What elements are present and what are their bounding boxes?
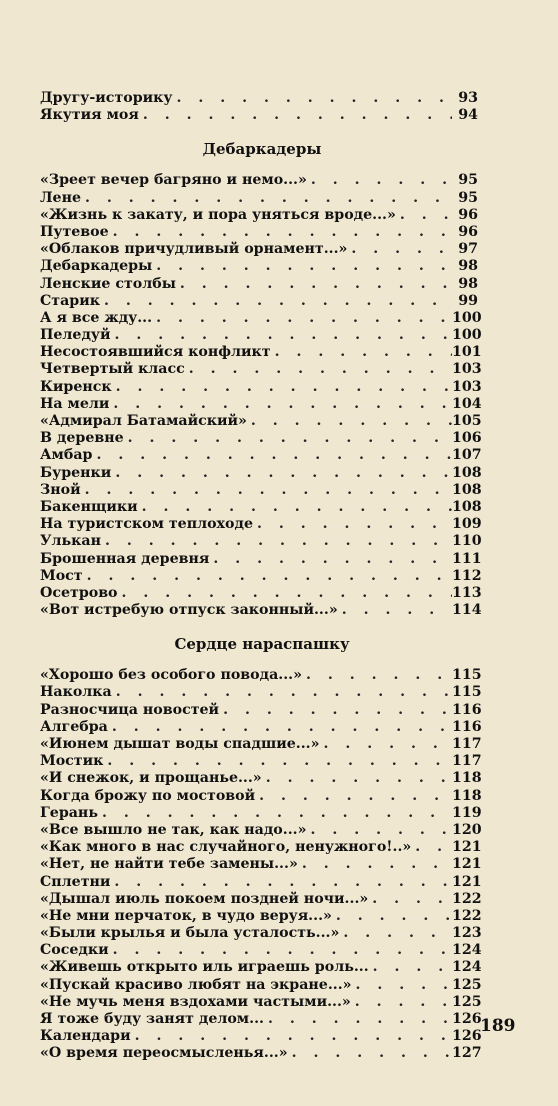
toc-entry xyxy=(40,276,478,293)
toc-entry xyxy=(40,942,482,959)
toc-entry xyxy=(40,447,482,464)
entry-title: Якутия моя xyxy=(40,107,139,124)
entry-title: Четвертый класс xyxy=(40,361,185,378)
entry-page-number: 110 xyxy=(452,533,482,550)
entry-page-number: 118 xyxy=(452,770,482,787)
entry-title: «Хорошо без особого повода...» xyxy=(40,667,302,684)
dot-leader xyxy=(223,702,452,719)
dot-leader xyxy=(156,310,452,327)
toc-entry xyxy=(40,1045,482,1062)
entry-title: «Облаков причудливый орнамент...» xyxy=(40,241,348,258)
entry-page-number: 124 xyxy=(452,959,482,976)
entry-page-number: 99 xyxy=(458,292,478,309)
toc-entry xyxy=(40,753,482,770)
entry-page-number: 120 xyxy=(452,821,482,838)
toc-entry xyxy=(40,584,482,602)
toc-entry xyxy=(40,804,482,822)
dot-leader xyxy=(142,499,452,516)
dot-leader xyxy=(251,413,452,430)
entry-page-number: 101 xyxy=(452,344,482,361)
page-number: 189 xyxy=(480,1016,516,1036)
toc-entry xyxy=(40,533,482,550)
entry-title: Сплетни xyxy=(40,873,111,890)
entry-title: Бакенщики xyxy=(40,498,138,515)
dot-leader xyxy=(113,942,452,959)
dot-leader xyxy=(323,736,452,753)
dot-leader xyxy=(115,327,452,344)
entry-page-number: 124 xyxy=(452,942,482,959)
dot-leader xyxy=(343,925,452,942)
entry-page-number: 98 xyxy=(458,258,478,275)
entry-title: «Как много в нас случайного, ненужного!..» xyxy=(40,839,412,856)
toc-entry xyxy=(40,430,482,447)
entry-title: «О время переосмысленья...» xyxy=(40,1045,288,1062)
entry-page-number: 114 xyxy=(452,602,482,619)
entry-title: «Нет, не найти тебе замены...» xyxy=(40,856,298,873)
dot-leader xyxy=(180,276,452,293)
dot-leader xyxy=(102,805,452,822)
entry-title: «Были крылья и была усталость...» xyxy=(40,925,340,942)
entry-page-number: 104 xyxy=(452,395,482,412)
entry-page-number: 121 xyxy=(452,856,482,873)
toc-entry xyxy=(40,172,478,189)
toc-entry xyxy=(40,224,478,241)
entry-title: Старик xyxy=(40,292,100,309)
toc-entry xyxy=(40,667,482,684)
dot-leader xyxy=(122,585,452,602)
dot-leader xyxy=(156,258,452,275)
entry-page-number: 117 xyxy=(452,753,482,770)
entry-page-number: 126 xyxy=(452,1011,482,1027)
toc-entry xyxy=(40,207,478,224)
toc-entry xyxy=(40,856,482,873)
dot-leader xyxy=(104,293,452,310)
entry-page-number: 121 xyxy=(452,839,482,856)
toc-entry xyxy=(40,498,482,516)
toc-entry xyxy=(40,567,482,585)
toc-section-serdtse-naraspashku xyxy=(40,634,482,1062)
dot-leader xyxy=(259,788,452,805)
toc-entry xyxy=(40,873,482,891)
dot-leader xyxy=(342,602,452,619)
dot-leader xyxy=(112,719,452,736)
dot-leader xyxy=(143,107,452,124)
dot-leader xyxy=(415,839,452,856)
toc-entry xyxy=(40,464,482,482)
toc-entry xyxy=(40,327,482,344)
entry-title: Осетрово xyxy=(40,584,118,601)
entry-page-number: 116 xyxy=(452,718,482,735)
entry-page-number: 127 xyxy=(452,1045,482,1062)
entry-title: Буренки xyxy=(40,464,112,481)
entry-title: «И снежок, и прощанье...» xyxy=(40,770,262,787)
entry-page-number: 105 xyxy=(452,413,482,429)
toc-entry xyxy=(40,701,482,719)
entry-title: «Дышал июль покоем поздней ночи...» xyxy=(40,890,369,907)
entry-title: «Пускай красиво любят на экране...» xyxy=(40,976,352,993)
entry-title: Лене xyxy=(40,189,81,206)
entry-page-number: 123 xyxy=(452,925,482,942)
toc-entry xyxy=(40,190,478,207)
dot-leader xyxy=(351,241,452,258)
entry-page-number: 97 xyxy=(458,241,478,258)
toc-entry xyxy=(40,907,482,925)
dot-leader xyxy=(257,516,452,533)
entry-page-number: 96 xyxy=(458,206,478,223)
dot-leader xyxy=(306,667,452,684)
dot-leader xyxy=(85,482,452,499)
toc-entry xyxy=(40,736,482,753)
dot-leader xyxy=(266,770,452,787)
entry-title: «Зреет вечер багряно и немо...» xyxy=(40,172,307,189)
dot-leader xyxy=(292,1045,452,1062)
entry-title: Киренск xyxy=(40,378,112,395)
entry-page-number: 109 xyxy=(452,516,482,533)
entry-title: Зной xyxy=(40,481,81,498)
dot-leader xyxy=(310,822,452,839)
entry-title: Наколка xyxy=(40,684,112,701)
toc-entry xyxy=(40,976,482,994)
toc-entry xyxy=(40,344,482,361)
entry-title: Герань xyxy=(40,804,98,821)
entry-title: Улькан xyxy=(40,533,101,550)
dot-leader xyxy=(115,465,452,482)
entry-title: Путевое xyxy=(40,223,109,240)
dot-leader xyxy=(116,379,452,396)
entry-page-number: 96 xyxy=(458,223,478,240)
entry-title: Календари xyxy=(40,1028,131,1045)
dot-leader xyxy=(373,959,452,976)
dot-leader xyxy=(302,856,452,873)
toc-entry xyxy=(40,481,482,499)
dot-leader xyxy=(336,908,452,925)
toc-entry xyxy=(40,258,478,275)
entry-page-number: 95 xyxy=(458,189,478,206)
toc-entry xyxy=(40,890,482,908)
dot-leader xyxy=(85,190,452,207)
entry-title: Когда брожу по мостовой xyxy=(40,787,256,804)
entry-page-number: 100 xyxy=(452,327,482,344)
entry-title: «Адмирал Батамайский» xyxy=(40,413,247,429)
dot-leader xyxy=(268,1011,452,1028)
toc-entry xyxy=(40,602,482,619)
toc-entry xyxy=(40,413,482,430)
entry-page-number: 94 xyxy=(458,107,478,124)
dot-leader xyxy=(135,1028,452,1045)
dot-leader xyxy=(113,396,452,413)
entry-page-number: 111 xyxy=(452,550,482,567)
entry-title: «Не мучь меня вздохами частыми...» xyxy=(40,993,351,1010)
entry-title: «Не мни перчаток, в чудо веруя...» xyxy=(40,907,332,924)
dot-leader xyxy=(213,551,452,568)
toc-entry xyxy=(40,361,482,378)
toc-section-debarkadery xyxy=(40,139,482,619)
entry-page-number: 125 xyxy=(452,993,482,1010)
entry-page-number: 118 xyxy=(452,787,482,804)
entry-page-number: 113 xyxy=(452,584,482,601)
toc-entry xyxy=(40,90,478,107)
entry-title: Другу-историку xyxy=(40,90,173,106)
dot-leader xyxy=(275,344,452,361)
dot-leader xyxy=(128,430,452,447)
entry-title: Мостик xyxy=(40,753,104,770)
entry-page-number: 100 xyxy=(452,309,482,326)
entry-page-number: 108 xyxy=(452,498,482,515)
entry-page-number: 115 xyxy=(452,667,482,684)
toc-entry xyxy=(40,993,482,1011)
toc-list-intro xyxy=(40,90,478,124)
entry-page-number: 119 xyxy=(452,804,482,821)
entry-page-number: 112 xyxy=(452,567,482,584)
dot-leader xyxy=(176,90,452,107)
entry-title: «Все вышло не так, как надо...» xyxy=(40,821,307,838)
entry-title: На мели xyxy=(40,395,110,412)
entry-page-number: 103 xyxy=(452,361,482,378)
dot-leader xyxy=(113,224,452,241)
toc-entry xyxy=(40,309,482,327)
entry-title: Мост xyxy=(40,567,83,584)
dot-leader xyxy=(96,447,452,464)
dot-leader xyxy=(114,874,452,891)
entry-title: Несостоявшийся конфликт xyxy=(40,344,271,361)
toc-list-serdtse-naraspashku xyxy=(40,667,482,1062)
entry-page-number: 122 xyxy=(452,890,482,907)
entry-page-number: 122 xyxy=(452,907,482,924)
entry-page-number: 117 xyxy=(452,736,482,752)
dot-leader xyxy=(356,977,452,994)
dot-leader xyxy=(311,172,452,189)
entry-page-number: 125 xyxy=(452,976,482,993)
toc-entry xyxy=(40,378,482,396)
toc-entry xyxy=(40,839,482,856)
entry-title: Пеледуй xyxy=(40,327,111,344)
entry-title: На туристском теплоходе xyxy=(40,516,253,533)
entry-page-number: 103 xyxy=(452,378,482,395)
entry-title: В деревне xyxy=(40,430,124,447)
entry-title: «Жизнь к закату, и пора уняться вроде...» xyxy=(40,206,396,223)
toc-entry xyxy=(40,925,482,942)
entry-title: Алгебра xyxy=(40,718,108,735)
toc-entry xyxy=(40,1011,482,1028)
entry-page-number: 115 xyxy=(452,684,482,701)
toc-entry xyxy=(40,770,482,787)
dot-leader xyxy=(355,994,452,1011)
toc-entry xyxy=(40,293,478,310)
entry-title: А я все жду... xyxy=(40,309,153,326)
toc-entry xyxy=(40,959,482,976)
entry-page-number: 126 xyxy=(452,1028,482,1045)
toc-entry xyxy=(40,516,482,533)
entry-title: Брошенная деревня xyxy=(40,550,210,567)
entry-title: Ленские столбы xyxy=(40,275,176,292)
entry-title: Дебаркадеры xyxy=(40,258,153,275)
toc-entry xyxy=(40,684,482,701)
toc-entry xyxy=(40,1028,482,1045)
entry-page-number: 107 xyxy=(452,447,482,464)
entry-page-number: 98 xyxy=(458,275,478,292)
entry-page-number: 108 xyxy=(452,464,482,481)
dot-leader xyxy=(372,891,452,908)
entry-page-number: 108 xyxy=(452,481,482,498)
entry-title: «Июнем дышат воды спадшие...» xyxy=(40,736,320,752)
dot-leader xyxy=(189,361,452,378)
entry-title: Соседки xyxy=(40,942,109,959)
toc-entry xyxy=(40,395,482,413)
dot-leader xyxy=(116,684,452,701)
toc-entry xyxy=(40,718,482,736)
dot-leader xyxy=(105,533,452,550)
toc-list-debarkadery xyxy=(40,172,482,619)
toc-entry xyxy=(40,241,478,258)
table-of-contents xyxy=(40,90,482,1063)
section-heading: Сердце нараспашку xyxy=(174,635,350,654)
toc-entry xyxy=(40,550,482,568)
toc-entry xyxy=(40,787,482,805)
entry-title: Амбар xyxy=(40,447,93,464)
entry-title: «Живешь открыто иль играешь роль... xyxy=(40,959,369,976)
entry-title: Я тоже буду занят делом... xyxy=(40,1011,264,1027)
section-heading: Дебаркадеры xyxy=(202,140,322,159)
dot-leader xyxy=(107,753,452,770)
toc-entry xyxy=(40,821,482,839)
entry-page-number: 121 xyxy=(452,873,482,890)
dot-leader xyxy=(400,207,452,224)
entry-page-number: 106 xyxy=(452,430,482,447)
toc-entry xyxy=(40,107,478,124)
dot-leader xyxy=(87,568,452,585)
entry-page-number: 95 xyxy=(458,172,478,189)
entry-page-number: 116 xyxy=(452,701,482,718)
entry-page-number: 93 xyxy=(458,90,478,106)
entry-title: Разносчица новостей xyxy=(40,701,220,718)
entry-title: «Вот истребую отпуск законный...» xyxy=(40,602,338,619)
